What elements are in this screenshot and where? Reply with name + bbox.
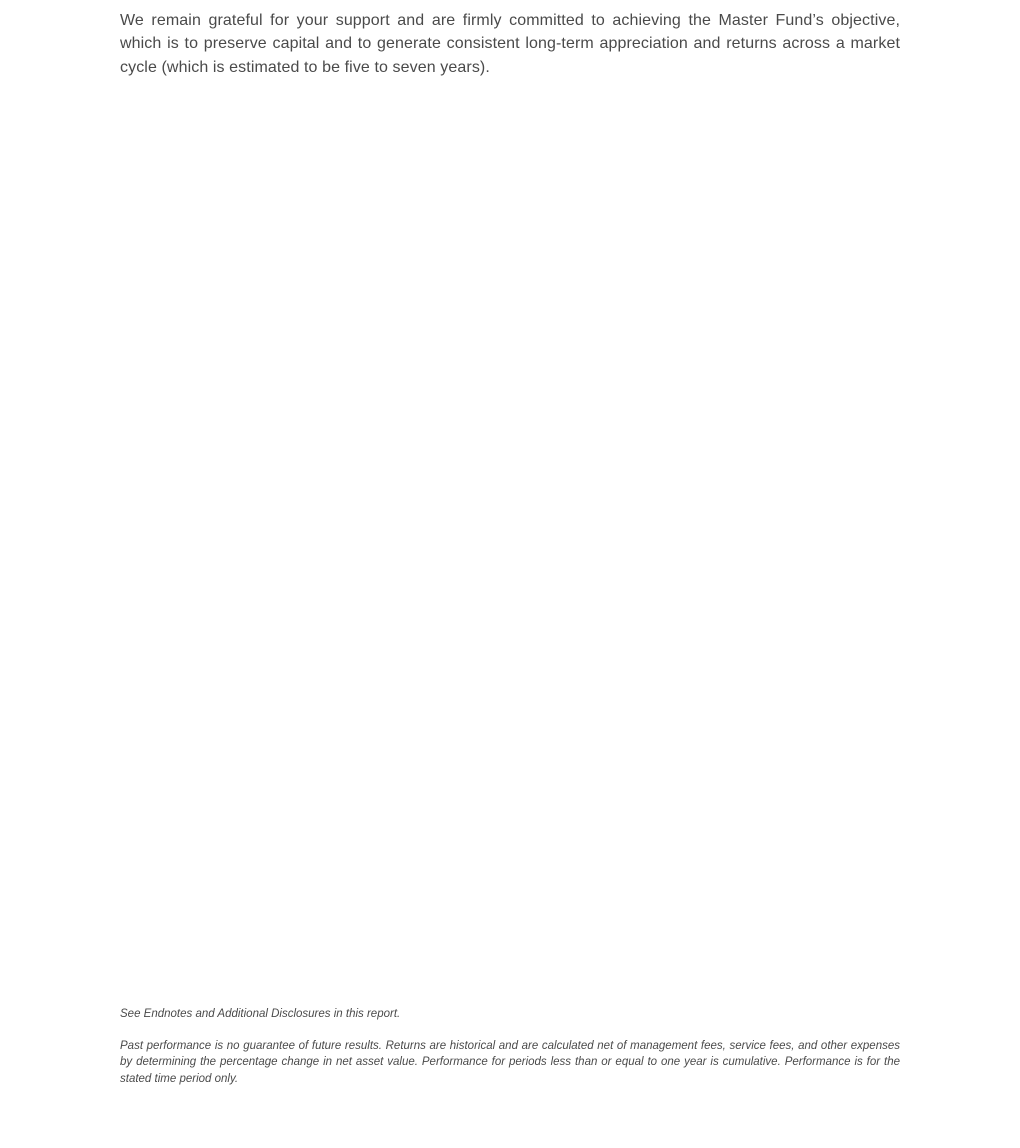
footer xyxy=(120,1006,900,1087)
body-paragraph: We remain grateful for your support and are firmly committed to achieving the Master Fund’s objective, which is to preserve capital and to generate consistent long-term appreciation and returns across a market cycle (which is estimated to be five to seven years). xyxy=(120,12,900,76)
performance-disclaimer: Past performance is no guarantee of future results. Returns are historical and are calculated net of management fees, service fees, and other expenses by determining the percentage change in net asset value. Performance for periods less than or equal to one year is cumulative. Performance is for the stated time period only. xyxy=(120,1039,900,1085)
endnotes-reference: See Endnotes and Additional Disclosures in this report. xyxy=(120,1008,401,1020)
